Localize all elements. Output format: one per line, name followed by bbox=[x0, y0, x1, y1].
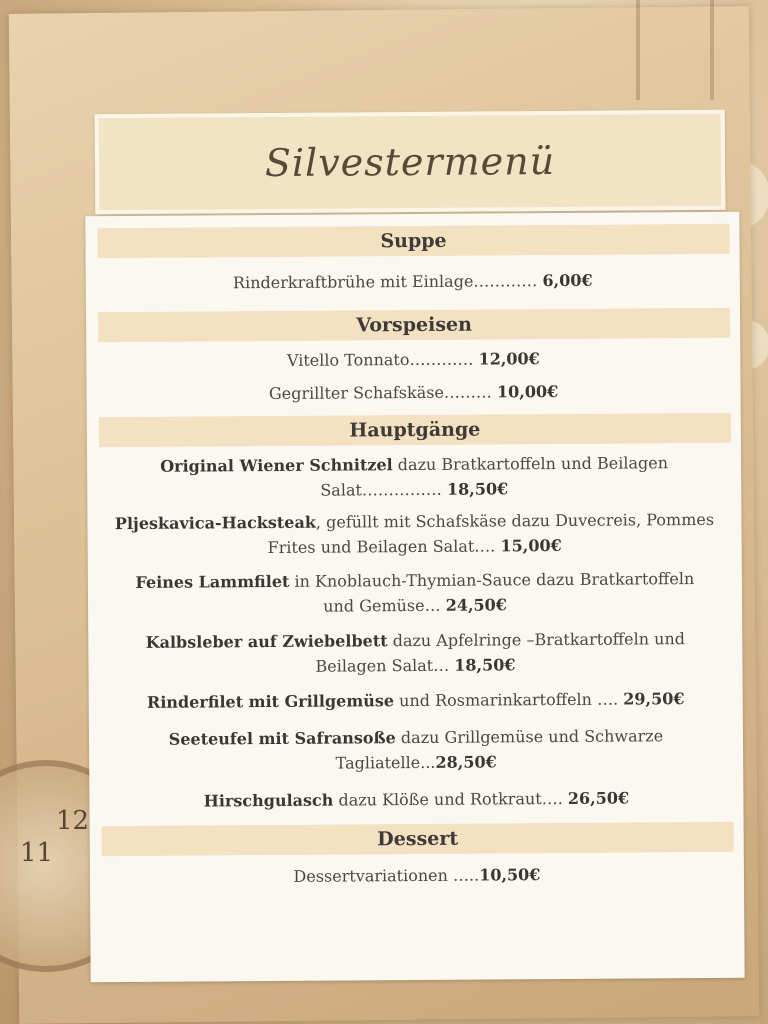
item-description: , gefüllt mit Schafskäse dazu Duvecreis, Pommes bbox=[315, 509, 715, 532]
item-description: und Rosmarinkartoffeln …. bbox=[393, 689, 619, 711]
menu-item bbox=[108, 569, 722, 592]
item-description: in Knoblauch-Thymian-Sauce dazu Bratkartoffeln bbox=[289, 569, 695, 591]
item-price: 24,50€ bbox=[445, 595, 507, 615]
section-title: Hauptgänge bbox=[349, 418, 481, 442]
item-price: 10,50€ bbox=[479, 865, 541, 885]
menu-item-continued bbox=[109, 751, 723, 774]
section-header-dessert bbox=[102, 822, 734, 856]
section-title: Dessert bbox=[377, 827, 459, 851]
section-header-hauptgaenge bbox=[99, 413, 731, 447]
menu-item bbox=[109, 689, 723, 712]
item-name: Feines Lammfilet bbox=[135, 571, 290, 592]
item-description: dazu Klöße und Rotkraut…. bbox=[333, 788, 563, 810]
item-name: Hirschgulasch bbox=[203, 790, 334, 811]
item-description: Frites und Beilagen Salat…. bbox=[267, 536, 496, 558]
menu-item-continued bbox=[107, 478, 721, 501]
item-description: Tagliatelle... bbox=[335, 752, 436, 773]
menu-item-continued bbox=[108, 594, 722, 617]
item-description: dazu Apfelringe –Bratkartoffeln und bbox=[387, 629, 686, 651]
menu-item-continued bbox=[108, 535, 722, 558]
item-description: Salat…………… bbox=[320, 479, 442, 500]
menu-item bbox=[106, 270, 720, 293]
item-name: Original Wiener Schnitzel bbox=[160, 455, 393, 476]
item-price: 28,50€ bbox=[435, 752, 497, 772]
item-description: dazu Grillgemüse und Schwarze bbox=[395, 726, 664, 748]
item-description: und Gemüse… bbox=[323, 595, 441, 616]
item-description: Vitello Tonnato………… bbox=[286, 349, 474, 370]
item-price: 18,50€ bbox=[454, 655, 516, 675]
item-price: 10,00€ bbox=[496, 381, 559, 402]
item-description: Beilagen Salat… bbox=[315, 655, 450, 676]
menu-item bbox=[110, 864, 724, 887]
item-description: Rinderkraftbrühe mit Einlage………… bbox=[232, 271, 538, 293]
section-title: Suppe bbox=[380, 229, 447, 253]
menu-item bbox=[106, 348, 720, 371]
menu-item bbox=[109, 788, 723, 811]
item-name: Pljeskavica-Hacksteak bbox=[114, 512, 316, 534]
clock-number-12: 12 bbox=[56, 806, 90, 836]
item-price: 29,50€ bbox=[623, 689, 685, 709]
menu-item-continued bbox=[108, 654, 722, 677]
item-price: 6,00€ bbox=[542, 270, 593, 291]
champagne-glasses-icon bbox=[636, 0, 714, 100]
item-price: 12,00€ bbox=[478, 349, 540, 369]
item-price: 18,50€ bbox=[446, 479, 509, 499]
item-description: Gegrillter Schafskäse……… bbox=[268, 382, 492, 404]
item-name: Seeteufel mit Safransoße bbox=[168, 728, 396, 749]
section-title: Vorspeisen bbox=[356, 313, 472, 337]
section-header-suppe bbox=[97, 224, 729, 258]
menu-item bbox=[107, 453, 721, 476]
section-header-vorspeisen bbox=[98, 308, 730, 342]
item-price: 15,00€ bbox=[500, 535, 562, 556]
menu-card bbox=[85, 212, 744, 983]
title-banner bbox=[95, 110, 726, 214]
item-name: Rinderfilet mit Grillgemüse bbox=[146, 691, 395, 712]
menu-item bbox=[108, 629, 722, 652]
menu-item bbox=[107, 381, 721, 404]
menu-title: Silvestermenü bbox=[264, 138, 556, 186]
menu-item bbox=[109, 726, 723, 749]
item-description: dazu Bratkartoffeln und Beilagen bbox=[392, 453, 669, 475]
item-name: Kalbsleber auf Zwiebelbett bbox=[145, 631, 388, 652]
clock-number-11: 11 bbox=[20, 838, 54, 868]
menu-item bbox=[107, 510, 721, 533]
item-price: 26,50€ bbox=[567, 788, 630, 808]
item-description: Dessertvariationen ….. bbox=[293, 865, 480, 886]
